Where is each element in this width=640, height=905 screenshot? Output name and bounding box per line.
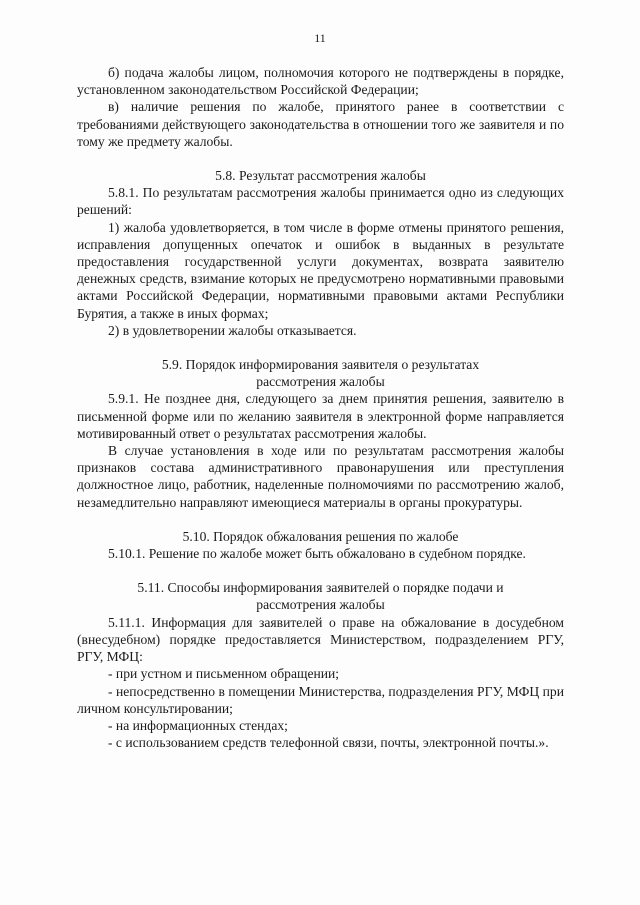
paragraph-v: в) наличие решения по жалобе, принятого ранее в соответствии с требованиями действующего законодательства в отношении того же заявителя и по тому же предмету жалобы. — [77, 99, 564, 149]
paragraph-5-10-1: 5.10.1. Решение по жалобе может быть обжаловано в судебном порядке. — [108, 546, 526, 562]
heading-5-11-line-2: рассмотрения жалобы — [256, 597, 385, 613]
heading-5-9-line-1: 5.9. Порядок информирования заявителя о результатах — [161, 357, 480, 373]
heading-5-11-line-1: 5.11. Способы информирования заявителей о порядке подачи и — [137, 580, 504, 596]
paragraph-5-8-1-item-2: 2) в удовлетворении жалобы отказывается. — [108, 322, 357, 338]
list-item-telecom: - с использованием средств телефонной связи, почты, электронной почты.». — [108, 735, 549, 751]
paragraph-5-9-prosecution: В случае установления в ходе или по результатам рассмотрения жалобы признаков состава административного правонарушения или преступления должностное лицо, работник, наделенные полномочиями по рассмотрению жалоб, незамедлительно направляют имеющиеся материалы в органы прокуратуры. — [77, 443, 564, 510]
list-item-in-person: - непосредственно в помещении Министерства, подразделения РГУ, МФЦ при личном консультировании; — [77, 683, 564, 716]
list-item-oral-written: - при устном и письменном обращении; — [108, 666, 340, 682]
page-number: 11 — [314, 31, 326, 45]
heading-5-9-line-2: рассмотрения жалобы — [256, 374, 385, 390]
document-body — [77, 64, 564, 751]
paragraph-5-8-1: 5.8.1. По результатам рассмотрения жалобы принимается одно из следующих решений: — [77, 185, 564, 218]
paragraph-5-11-1: 5.11.1. Информация для заявителей о праве на обжалование в досудебном (внесудебном) порядке предоставляется Министерством, подразделением РГУ, РГУ, МФЦ: — [77, 614, 564, 665]
list-item-stands: - на информационных стендах; — [108, 717, 288, 733]
paragraph-5-9-1: 5.9.1. Не позднее дня, следующего за днем принятия решения, заявителю в письменной форме или по желанию заявителя в электронной форме направляется мотивированный ответ о результатах рассмотрения жалобы. — [77, 391, 564, 441]
paragraph-5-8-1-item-1: 1) жалоба удовлетворяется, в том числе в форме отмены принятого решения, исправления допущенных опечаток и ошибок в выданных в результате предоставления государственной услуги документах, возврата заявителю денежных средств, взимание которых не предусмотрено нормативными правовыми актами Российской Федерации, нормативными правовыми актами Республики Бурятия, а также в иных формах; — [77, 219, 564, 321]
paragraph-b: б) подача жалобы лицом, полномочия которого не подтверждены в порядке, установленном законодательством Российской Федерации; — [77, 65, 564, 98]
heading-5-10: 5.10. Порядок обжалования решения по жалобе — [182, 528, 459, 544]
heading-5-8: 5.8. Результат рассмотрения жалобы — [215, 168, 426, 184]
